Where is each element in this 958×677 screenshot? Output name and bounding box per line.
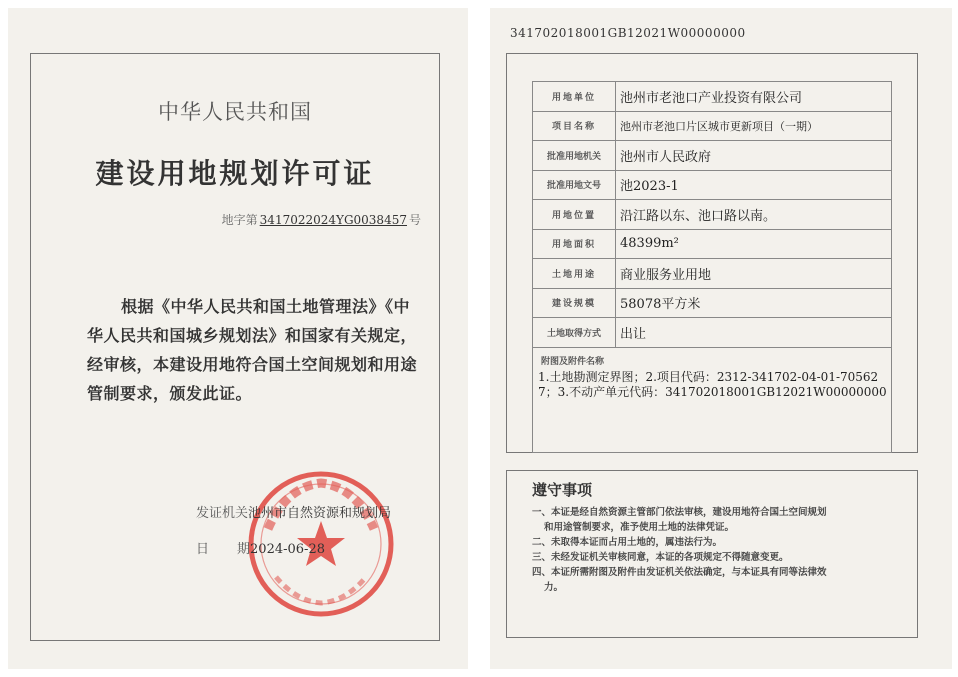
issue-date: 2024-06-28 [250,542,325,557]
rule-item: 一、本证是经自然资源主管部门依法审核，建设用地符合国土空间规划 [532,507,827,518]
rules-title: 遵守事项 [532,481,593,499]
info-row [533,200,892,230]
info-row-label: 土地取得方式 [533,318,616,348]
info-row-label: 批准用地机关 [533,141,616,171]
date-row [196,538,325,557]
certificate-body-text: 根据《中华人民共和国土地管理法》《中华人民共和国城乡规划法》和国家有关规定，经审核，本建设用地符合国土空间规划和用途管制要求，颁发此证。 [87,297,418,403]
date-label-second: 期 [237,542,251,557]
info-row-value: 池州市人民政府 [616,141,892,171]
left-page-frame [30,53,440,641]
rules-list [532,506,904,596]
info-row [533,288,892,318]
left-page [8,8,468,669]
rule-item: 和用途管制要求，准予使用土地的法律凭证。 [544,522,735,533]
info-row-value: 出让 [616,318,892,348]
issuer-row [196,502,391,521]
right-page [490,8,952,669]
date-label-first: 日 [196,542,210,557]
info-row [533,170,892,200]
rule-item: 力。 [544,582,564,593]
rule-item: 四、本证所需附图及附件由发证机关依法确定，与本证具有同等法律效 [532,567,827,578]
permit-prefix: 地字第 [221,213,258,227]
info-row-value: 48399m² [616,229,892,259]
info-row [533,259,892,289]
info-row-value: 池2023-1 [616,170,892,200]
info-row-label: 用地面积 [533,229,616,259]
real-estate-unit-code: 341702018001GB12021W00000000 [510,26,746,40]
info-row [533,141,892,171]
info-row-value: 58078平方米 [616,288,892,318]
land-info-table [532,81,892,348]
country-header: 中华人民共和国 [158,100,312,124]
info-row-value: 商业服务业用地 [616,259,892,289]
info-row-label: 土地用途 [533,259,616,289]
info-row [533,229,892,259]
issuer-value: 池州市自然资源和规划局 [248,506,392,521]
info-row-label: 建设规模 [533,288,616,318]
attachments-box [532,348,892,453]
attachments-label: 附图及附件名称 [541,357,605,367]
info-row-value: 池州市老池口产业投资有限公司 [616,82,892,112]
info-row [533,111,892,141]
permit-number: 3417022024YG0038457 [259,213,407,227]
rule-item: 二、未取得本证而占用土地的，属违法行为。 [532,537,723,548]
info-row [533,82,892,112]
rule-item: 三、未经发证机关审核同意，本证的各项规定不得随意变更。 [532,552,789,563]
info-row [533,318,892,348]
permit-suffix: 号 [408,213,421,227]
info-row-label: 用地位置 [533,200,616,230]
info-row-value: 沿江路以东、池口路以南。 [616,200,892,230]
info-row-label: 项目名称 [533,111,616,141]
issuer-label: 发证机关 [196,506,249,521]
permit-number-line [222,211,421,228]
info-row-label: 批准用地文号 [533,170,616,200]
info-row-value: 池州市老池口片区城市更新项目（一期） [616,111,892,141]
attachments-text: 1.土地勘测定界图；2.项目代码：2312-341702-04-01-705627；3.不动产单元代码：341702018001GB12021W00000000 [538,370,887,399]
certificate-title: 建设用地规划许可证 [95,157,375,190]
info-row-label: 用地单位 [533,82,616,112]
